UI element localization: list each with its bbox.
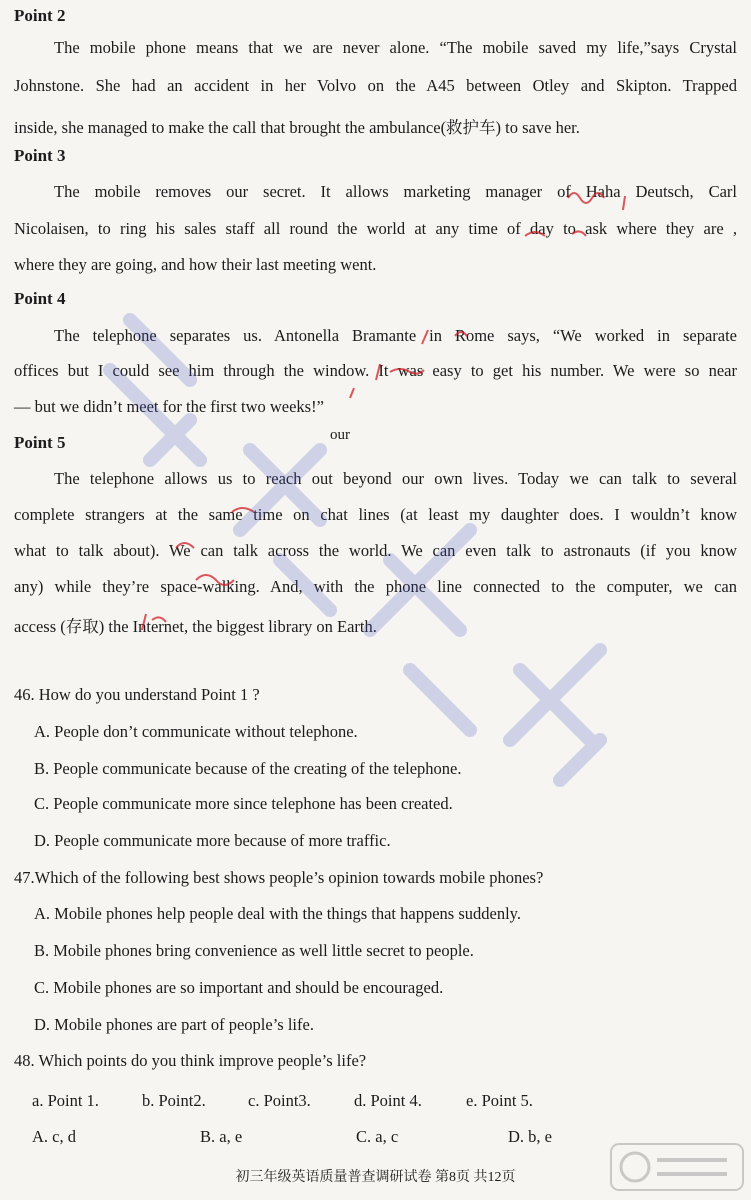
question-46-option-a: A. People don’t communicate without telephone.: [34, 722, 358, 741]
point5-line-5: access (存取) the Internet, the biggest library on Earth.: [14, 617, 377, 636]
question-47-option-c: C. Mobile phones are so important and should be encouraged.: [34, 978, 444, 997]
point2-line-2: Johnstone. She had an accident in her Volvo on the A45 between Otley and Skipton. Trapped: [14, 76, 737, 95]
question-48-choice-d: D. b, e: [508, 1127, 552, 1146]
page-footer: 初三年级英语质量普查调研试卷 第8页 共12页: [235, 1170, 516, 1185]
question-48-point-b: b. Point2.: [142, 1091, 206, 1110]
question-48-point-c: c. Point3.: [248, 1091, 311, 1110]
question-46-option-c: C. People communicate more since telephone has been created.: [34, 794, 453, 813]
question-47-option-d: D. Mobile phones are part of people’s life.: [34, 1015, 314, 1034]
question-48-stem: 48. Which points do you think improve people’s life?: [14, 1051, 367, 1070]
question-47-stem: 47.Which of the following best shows people’s opinion towards mobile phones?: [14, 868, 544, 887]
question-48-point-a: a. Point 1.: [32, 1091, 99, 1110]
question-46-option-d: D. People communicate more because of more traffic.: [34, 831, 391, 850]
point5-heading: Point 5: [14, 433, 66, 452]
point5-line-3: what to talk about). We can talk across the world. We can even talk to astronauts (if you know: [14, 541, 737, 560]
point4-line-2: offices but I could see him through the window. It was easy to get his number. We were so near: [14, 361, 737, 380]
question-47-option-b: B. Mobile phones bring convenience as well little secret to people.: [34, 941, 474, 960]
question-48-choice-a: A. c, d: [32, 1127, 76, 1146]
watermark-logo: [607, 1140, 747, 1194]
point5-line-2: complete strangers at the same time on chat lines (at least my daughter does. I wouldn’t know: [14, 505, 737, 524]
stray-word: our: [330, 427, 350, 443]
question-46-stem: 46. How do you understand Point 1 ?: [14, 685, 260, 704]
question-48-point-e: e. Point 5.: [466, 1091, 533, 1110]
point2-heading: Point 2: [14, 6, 66, 25]
question-46-option-b: B. People communicate because of the creating of the telephone.: [34, 759, 462, 778]
point5-line-1: The telephone allows us to reach out beyond our own lives. Today we can talk to several: [54, 469, 737, 488]
question-48-choice-b: B. a, e: [200, 1127, 243, 1146]
point5-line-4: any) while they’re space-walking. And, with the phone line connected to the computer, we can: [14, 577, 737, 596]
point2-line-3: inside, she managed to make the call that brought the ambulance(救护车) to save her.: [14, 118, 580, 137]
point4-line-3: — but we didn’t meet for the first two weeks!”: [14, 397, 324, 416]
point3-line-3: where they are going, and how their last meeting went.: [14, 255, 377, 274]
point4-line-1: The telephone separates us. Antonella Bramante in Rome says, “We worked in separate: [54, 326, 737, 345]
point4-heading: Point 4: [14, 289, 66, 308]
point3-line-2: Nicolaisen, to ring his sales staff all round the world at any time of day to ask where they are ,: [14, 219, 737, 238]
question-48-choice-c: C. a, c: [356, 1127, 399, 1146]
point2-line-1: The mobile phone means that we are never alone. “The mobile saved my life,”says Crystal: [54, 38, 737, 57]
question-48-point-d: d. Point 4.: [354, 1091, 422, 1110]
point3-line-1: The mobile removes our secret. It allows marketing manager of Haha Deutsch, Carl: [54, 182, 737, 201]
point3-heading: Point 3: [14, 146, 66, 165]
question-47-option-a: A. Mobile phones help people deal with the things that happens suddenly.: [34, 904, 521, 923]
